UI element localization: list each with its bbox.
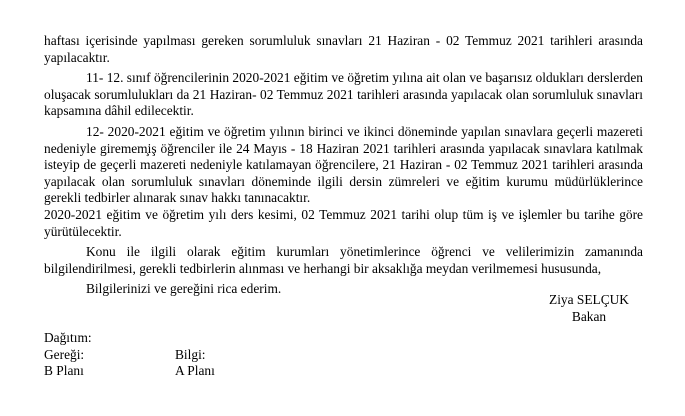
document-body xyxy=(44,33,643,298)
paragraph-closing: Bilgilerinizi ve gereğini rica ederim. xyxy=(86,281,282,297)
signatory-name: Ziya SELÇUK xyxy=(549,292,629,307)
paragraph-bilgilendirme: Konu ile ilgili olarak eğitim kurumları yönetimlerince öğrenci ve velilerimizin zamanında bilgilendirilmesi, gerekli tedbirlerin alınması ve herhangi bir aksaklığa meydan verilmemesi hususunda, xyxy=(44,244,643,276)
distribution-heading: Dağıtım: xyxy=(44,330,92,345)
paragraph-sorumluluk-dates: haftası içerisinde yapılması gereken sorumluluk sınavları 21 Haziran - 02 Temmuz 2021 tarihleri arasında yapılacaktır. xyxy=(44,33,643,65)
bilgi-value: A Planı xyxy=(175,363,215,379)
signature-block xyxy=(539,292,639,325)
gereg-label: Gereği: xyxy=(44,346,85,362)
distribution-labels-row xyxy=(44,347,344,364)
signatory-title: Bakan xyxy=(571,308,607,324)
paragraph-11-12-grade: 11- 12. sınıf öğrencilerinin 2020-2021 eğitim ve öğretim yılına ait olan ve başarısız oldukları derslerden oluşacak sorumlulukları da 21 Haziran- 02 Temmuz 2021 tarihleri arasında yapılacak olan sorumluluk sınavları kapsamına dâhil edilecektir. xyxy=(44,70,643,119)
distribution-list xyxy=(44,330,344,380)
gereg-value: B Planı xyxy=(44,363,84,379)
paragraph-ders-kesimi: 2020-2021 eğitim ve öğretim yılı ders kesimi, 02 Temmuz 2021 tarihi olup tüm iş ve işlemler bu tarihe göre yürütülecektir. xyxy=(44,206,643,239)
distribution-values-row xyxy=(44,363,344,380)
bilgi-label: Bilgi: xyxy=(175,346,206,362)
paragraph-12-mazeret: 12- 2020-2021 eğitim ve öğretim yılının birinci ve ikinci döneminde yapılan sınavlara geçerli mazereti nedeniyle giremem̧iş öğrenciler ile 24 Mayıs - 18 Haziran 2021 tarihleri arasında yapılacak sınavlara katılmak isteyip de geçerli mazereti nedeniyle katılamayan öğrencilere, 21 Haziran - 02 Temmuz 2021 tarihleri arasında yapılacak olan sorumluluk sınavları döneminde ilgili dersin zümreleri ve eğitim kurumu müdürlüklerince gerekli tedbirler alınarak sınav hakkı tanınacaktır. xyxy=(44,123,643,206)
